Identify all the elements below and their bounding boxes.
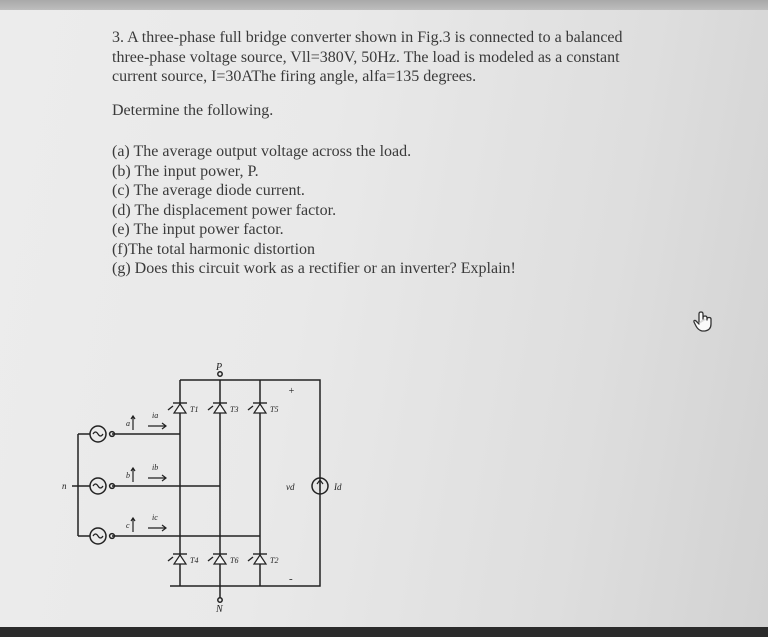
label-T3: T3 <box>230 405 239 414</box>
statement-line-1: 3. A three-phase full bridge converter shown in Fig.3 is connected to a balanced <box>112 29 623 46</box>
label-ia: ia <box>152 411 159 420</box>
statement-line-3: current source, I=30AThe firing angle, alfa=135 degrees. <box>112 68 477 85</box>
label-T2: T2 <box>270 556 279 565</box>
label-vd: vd <box>286 482 295 492</box>
label-N: N <box>216 604 223 615</box>
label-T1: T1 <box>190 405 199 414</box>
label-c: c <box>126 521 130 530</box>
taskbar <box>0 627 768 637</box>
label-a: a <box>126 419 130 428</box>
question-item-b: (b) The input power, P. <box>112 162 259 180</box>
label-b: b <box>126 471 130 480</box>
question-item-c: (c) The average diode current. <box>112 182 305 199</box>
label-ib: ib <box>152 463 159 472</box>
question-item-a: (a) The average output voltage across the load. <box>112 143 412 160</box>
statement-line-2: three-phase voltage source, Vll=380V, 50Hz. The load is modeled as a constant <box>112 48 620 66</box>
label-Id: Id <box>334 482 342 492</box>
label-n: n <box>62 481 67 491</box>
instruction-line: Determine the following. <box>112 101 274 119</box>
label-T6: T6 <box>230 556 239 565</box>
label-plus: + <box>288 386 295 397</box>
label-T4: T4 <box>190 556 199 565</box>
question-item-g: (g) Does this circuit work as a rectifier or an inverter? Explain! <box>112 260 516 277</box>
bridge-converter-circuit <box>60 358 360 618</box>
problem-text <box>112 28 712 279</box>
question-item-e: (e) The input power factor. <box>112 221 284 238</box>
label-T5: T5 <box>270 405 279 414</box>
question-item-f: (f)The total harmonic distortion <box>112 240 316 258</box>
question-list <box>112 142 712 279</box>
label-minus: - <box>289 573 293 585</box>
label-ic: ic <box>152 513 158 522</box>
question-item-d: (d) The displacement power factor. <box>112 201 337 219</box>
hand-pointer-icon <box>690 308 716 334</box>
label-P: P <box>216 362 223 373</box>
